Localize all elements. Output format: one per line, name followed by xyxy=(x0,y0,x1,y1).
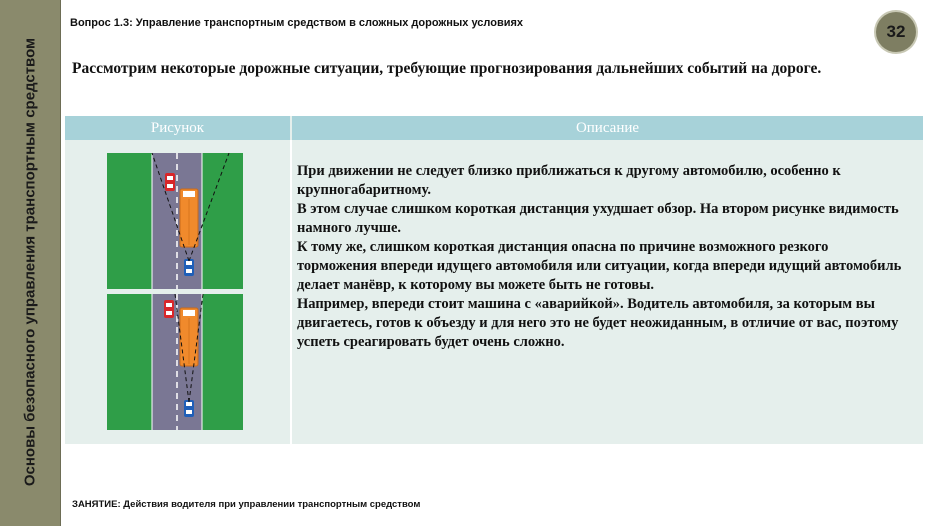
road-figure-close-distance xyxy=(107,153,243,289)
blue-car-icon xyxy=(184,259,194,276)
lesson-question-title: Вопрос 1.3: Управление транспортным средством в сложных дорожных условиях xyxy=(70,17,524,29)
description-paragraph: К тому же, слишком короткая дистанция опасна по причине возможного резкого торможения впереди идущего автомобиля или ситуации, когда впереди идущий автомобиль делает манёвр, к которому вы можете быть не готовы. xyxy=(297,239,902,293)
red-car-hazard-icon xyxy=(164,300,174,318)
content-table xyxy=(65,116,923,444)
description-text xyxy=(297,162,907,352)
description-paragraph: В этом случае слишком короткая дистанция ухудшает обзор. На втором рисунке видимость намного лучше. xyxy=(297,201,899,236)
table-header-figure: Рисунок xyxy=(65,116,290,140)
sidebar xyxy=(0,0,61,526)
truck-icon xyxy=(180,189,198,247)
description-paragraph: Например, впереди стоит машина с «аварийкой». Водитель автомобиля, за которым вы двигаетесь, готов к объезду и для него это не будет неожиданным, в отличие от вас, поэтому успеть среагировать будет очень сложно. xyxy=(297,296,899,350)
page-number-badge: 32 xyxy=(876,12,916,52)
road-figure-safe-distance xyxy=(107,294,243,430)
table-header-description: Описание xyxy=(292,116,923,140)
lesson-footer: ЗАНЯТИЕ: Действия водителя при управлении транспортным средством xyxy=(72,499,421,510)
sidebar-title: Основы безопасного управления транспортным средством xyxy=(21,37,39,487)
blue-car-icon xyxy=(184,400,194,417)
red-car-icon xyxy=(165,173,175,191)
column-divider xyxy=(290,140,292,444)
truck-icon xyxy=(180,308,198,366)
intro-text: Рассмотрим некоторые дорожные ситуации, требующие прогнозирования дальнейших событий на дороге. xyxy=(72,60,822,77)
description-paragraph: При движении не следует близко приближаться к другому автомобилю, особенно к крупногабаритному. xyxy=(297,163,841,198)
